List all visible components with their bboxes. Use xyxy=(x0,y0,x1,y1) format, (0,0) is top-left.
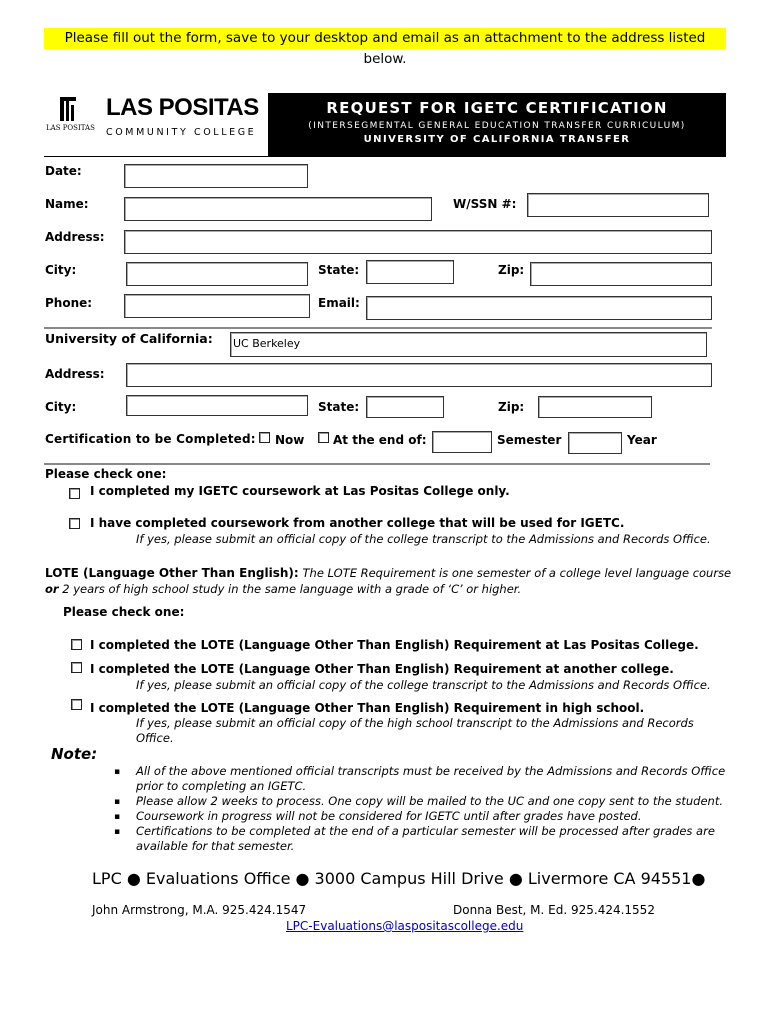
form-header xyxy=(268,93,726,156)
igetc-other-note: If yes, please submit an official copy of the college transcript to the Admissions and Records Office. xyxy=(136,532,711,546)
uc-address-input[interactable] xyxy=(126,363,712,387)
certification-label: Certification to be Completed: xyxy=(45,432,256,446)
date-input[interactable] xyxy=(124,164,308,188)
address-input[interactable] xyxy=(124,230,712,254)
year-input[interactable] xyxy=(568,432,622,454)
uc-zip-label: Zip: xyxy=(498,400,525,414)
igetc-other-label: I have completed coursework from another college that will be used for IGETC. xyxy=(90,516,625,530)
note-heading: Note: xyxy=(51,745,98,763)
lote-heading: LOTE (Language Other Than English): xyxy=(45,566,299,580)
phone-label: Phone: xyxy=(45,296,93,310)
ssn-input[interactable] xyxy=(527,193,709,217)
form-subtitle: (INTERSEGMENTAL GENERAL EDUCATION TRANSFER CURRICULUM) xyxy=(308,121,686,131)
footer-address: LPC ● Evaluations Office ● 3000 Campus Hill Drive ● Livermore CA 94551● xyxy=(92,869,706,888)
lote-other-label: I completed the LOTE (Language Other Than English) Requirement at another college. xyxy=(90,662,674,676)
lote-prompt: Please check one: xyxy=(63,605,185,619)
phone-input[interactable] xyxy=(124,294,310,318)
name-label: Name: xyxy=(45,197,89,211)
state-label: State: xyxy=(318,263,360,277)
uc-city-input[interactable] xyxy=(126,395,308,416)
end-of-label: At the end of: xyxy=(333,433,427,447)
date-label: Date: xyxy=(45,164,82,178)
lote-desc-line2 xyxy=(45,582,521,596)
note-bullet-2: ▪ xyxy=(114,797,121,807)
lote-hs-note-2: Office. xyxy=(136,731,174,745)
now-label: Now xyxy=(275,433,305,447)
year-label: Year xyxy=(627,433,657,447)
lote-or: or xyxy=(45,582,59,596)
note-bullet-4: ▪ xyxy=(114,827,121,837)
instruction-banner: Please fill out the form, save to your desktop and email as an attachment to the address listed below. xyxy=(44,28,726,49)
logo-name: LAS POSITAS xyxy=(106,94,259,121)
semester-label: Semester xyxy=(497,433,562,447)
zip-label: Zip: xyxy=(498,263,525,277)
uc-input-value: UC Berkeley xyxy=(233,337,301,350)
note-item-3: Coursework in progress will not be considered for IGETC until after grades have posted. xyxy=(136,809,642,823)
note-item-4a: Certifications to be completed at the end of a particular semester will be processed after grades are xyxy=(136,824,715,838)
end-of-checkbox[interactable] xyxy=(318,432,329,443)
section-divider-2 xyxy=(44,463,710,465)
lote-lpc-label: I completed the LOTE (Language Other Than English) Requirement at Las Positas College. xyxy=(90,638,699,652)
igetc-lpc-label: I completed my IGETC coursework at Las Positas College only. xyxy=(90,484,510,498)
note-bullet-3: ▪ xyxy=(114,812,121,822)
igetc-other-checkbox[interactable] xyxy=(69,518,80,529)
header-divider xyxy=(44,156,726,157)
ssn-label: W/SSN #: xyxy=(453,197,517,211)
note-item-2: Please allow 2 weeks to process. One copy will be mailed to the UC and one copy sent to the student. xyxy=(136,794,723,808)
city-input[interactable] xyxy=(126,262,308,286)
uc-state-input[interactable] xyxy=(366,396,444,418)
uc-address-label: Address: xyxy=(45,367,105,381)
note-item-1a: All of the above mentioned official transcripts must be received by the Admissions and Records Office xyxy=(136,764,726,778)
college-emblem-icon xyxy=(46,95,92,139)
lote-other-note: If yes, please submit an official copy of the college transcript to the Admissions and Records Office. xyxy=(136,678,711,692)
section-divider-1 xyxy=(44,327,712,329)
lote-hs-label: I completed the LOTE (Language Other Than English) Requirement in high school. xyxy=(90,701,645,715)
igetc-lpc-checkbox[interactable] xyxy=(69,488,80,499)
footer-email-link[interactable]: LPC-Evaluations@laspositascollege.edu xyxy=(286,919,524,933)
name-input[interactable] xyxy=(124,197,432,221)
uc-city-label: City: xyxy=(45,400,77,414)
state-input[interactable] xyxy=(366,260,454,284)
lote-desc-2: 2 years of high school study in the same language with a grade of ‘C’ or higher. xyxy=(62,582,522,596)
lote-lpc-checkbox[interactable] xyxy=(71,639,82,650)
lote-other-checkbox[interactable] xyxy=(71,662,82,673)
lote-hs-note-1: If yes, please submit an official copy of the high school transcript to the Admissions and Records xyxy=(136,716,694,730)
note-item-4b: available for that semester. xyxy=(136,839,295,853)
email-input[interactable] xyxy=(366,296,712,320)
note-bullet-1: ▪ xyxy=(114,767,121,777)
lote-desc-1: The LOTE Requirement is one semester of a college level language course xyxy=(302,566,732,580)
lote-hs-checkbox[interactable] xyxy=(71,699,82,710)
lote-desc xyxy=(45,566,731,580)
form-title: REQUEST FOR IGETC CERTIFICATION xyxy=(326,99,668,117)
uc-input[interactable] xyxy=(230,332,707,357)
footer-contact-1: John Armstrong, M.A. 925.424.1547 xyxy=(92,903,307,917)
zip-input[interactable] xyxy=(530,262,712,286)
logo-emblem-text: LAS POSITAS xyxy=(46,124,95,132)
form-subtitle-uc: UNIVERSITY OF CALIFORNIA TRANSFER xyxy=(363,134,631,145)
semester-input[interactable] xyxy=(432,431,492,453)
college-emblem xyxy=(46,95,92,139)
logo-subtitle: COMMUNITY COLLEGE xyxy=(106,127,257,138)
now-checkbox[interactable] xyxy=(259,432,270,443)
city-label: City: xyxy=(45,263,77,277)
uc-zip-input[interactable] xyxy=(538,396,652,418)
uc-label: University of California: xyxy=(45,331,213,346)
address-label: Address: xyxy=(45,230,105,244)
note-item-1b: prior to completing an IGETC. xyxy=(136,779,307,793)
igetc-prompt: Please check one: xyxy=(45,467,167,481)
email-label: Email: xyxy=(318,296,360,310)
uc-state-label: State: xyxy=(318,400,360,414)
footer-contact-2: Donna Best, M. Ed. 925.424.1552 xyxy=(453,903,655,917)
